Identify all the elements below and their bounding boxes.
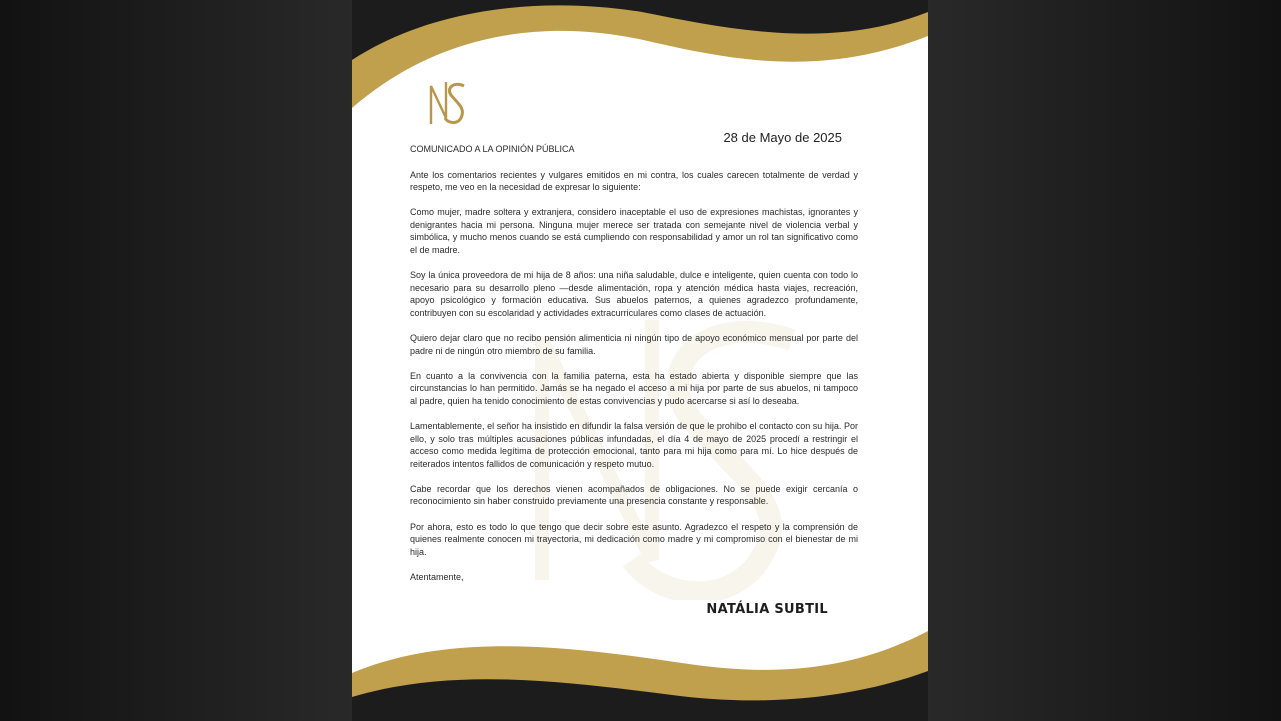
paragraph-7: Cabe recordar que los derechos vienen acompañados de obligaciones. No se puede exigir cercanía o reconocimiento sin haber construido previamente una presencia constante y responsable.: [410, 483, 858, 507]
letter-closing: Atentamente,: [410, 571, 464, 582]
paragraph-1: Ante los comentarios recientes y vulgares emitidos en mi contra, los cuales carecen totalmente de verdad y respeto, me veo en la necesidad de expresar lo siguiente:: [410, 169, 858, 193]
paragraph-3: Soy la única proveedora de mi hija de 8 años: una niña saludable, dulce e inteligente, quien cuenta con todo lo necesario para su desarrollo pleno —desde alimentación, ropa y atención médica hasta viajes, recreación, apoyo psicológico y formación educativa. Sus abuelos paternos, a quienes agradezco profundamente, contribuyen con su escolaridad y actividades extracurriculares como clases de actuación.: [410, 270, 858, 318]
paragraph-2: Como mujer, madre soltera y extranjera, considero inaceptable el uso de expresiones machistas, ignorantes y denigrantes hacia mi persona. Ninguna mujer merece ser tratada con semejante nivel de violencia verbal y simbólica, y mucho menos cuando se está cumpliendo con responsabilidad y amor un rol tan significativo como el de madre.: [410, 207, 858, 256]
paragraph-8: Por ahora, esto es todo lo que tengo que decir sobre este asunto. Agradezco el respeto y la comprensión de quienes realmente conocen mi trayectoria, mi dedicación como madre y mi compromiso con el bienestar de mi hija.: [410, 521, 858, 557]
ns-monogram-logo-icon: [426, 78, 470, 128]
paragraph-4: Quiero dejar claro que no recibo pensión alimenticia ni ningún tipo de apoyo económico mensual por parte del padre ni de ningún otro miembro de su familia.: [410, 333, 858, 356]
paragraph-5: En cuanto a la convivencia con la familia paterna, esta ha estado abierta y disponible siempre que las circunstancias lo han permitido. Jamás se ha negado el acceso a mi hija por parte de sus abuelos, ni tampoco al padre, quien ha tenido conocimiento de estas convivencias y pudo acercarse si así lo deseaba.: [410, 370, 858, 406]
bottom-wave-decoration: [352, 611, 928, 721]
letter-page: [352, 0, 928, 721]
signature-name: NATÁLIA SUBTIL: [706, 602, 828, 617]
letter-body: [410, 143, 858, 596]
paragraph-6: Lamentablemente, el señor ha insistido en difundir la falsa versión de que le prohibo el contacto con su hija. Por ello, y solo tras múltiples acusaciones públicas infundadas, el día 4 de mayo de 2025 procedí a restringir el acceso como medida legítima de protección emocional, tanto para mi hija como para mí. Lo hice después de reiterados intentos fallidos de comunicación y respeto mutuo.: [410, 421, 858, 469]
letter-title: COMUNICADO A LA OPINIÓN PÚBLICA: [410, 144, 575, 154]
letter-date: 28 de Mayo de 2025: [723, 130, 842, 145]
